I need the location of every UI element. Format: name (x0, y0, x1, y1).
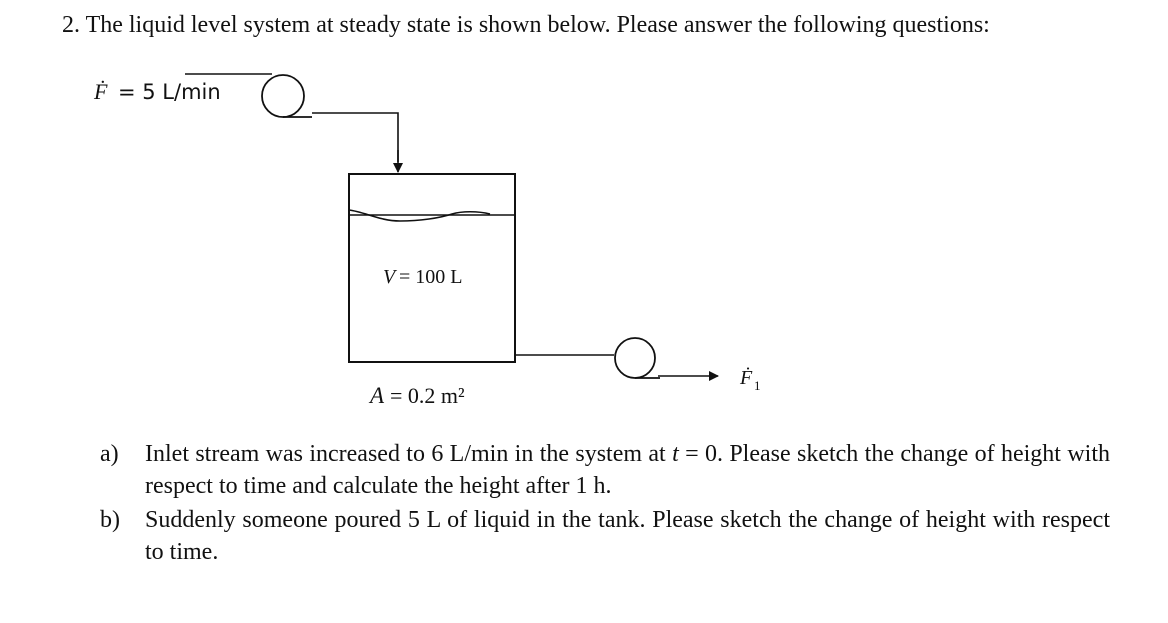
area-symbol: A (370, 383, 385, 408)
outlet-pump-icon (615, 338, 660, 378)
part-text: Suddenly someone poured 5 L of liquid in the tank. Please sketch the change of height with respect to time. (145, 507, 1110, 565)
feed-pipe (312, 113, 398, 162)
outlet-flow-subscript: 1 (754, 378, 761, 393)
part-text (145, 438, 1110, 502)
time-variable: t (672, 441, 679, 467)
part-label: a) (100, 441, 119, 467)
area-value: = 0.2 m² (390, 383, 465, 408)
inlet-flow-symbol: Ḟ (94, 79, 108, 104)
part-a-text-start: Inlet stream was increased to 6 L/min in the system at (145, 441, 673, 467)
part-b (100, 504, 1110, 568)
volume-value: = 100 L (399, 266, 463, 288)
inlet-pump-icon (262, 75, 312, 117)
outlet-flow-symbol: Ḟ (740, 367, 753, 389)
question-parts (100, 438, 1110, 570)
part-a (100, 438, 1110, 502)
part-label: b) (100, 507, 120, 533)
part-a-text-end: = 0. Please sketch the change of height with respect to time and calculate the height after 1 h. (145, 441, 1110, 499)
question-title: 2. The liquid level system at steady state is shown below. Please answer the following questions: (62, 12, 990, 38)
inlet-flow-value: = 5 L/min (118, 80, 221, 104)
volume-symbol: V (383, 266, 396, 288)
